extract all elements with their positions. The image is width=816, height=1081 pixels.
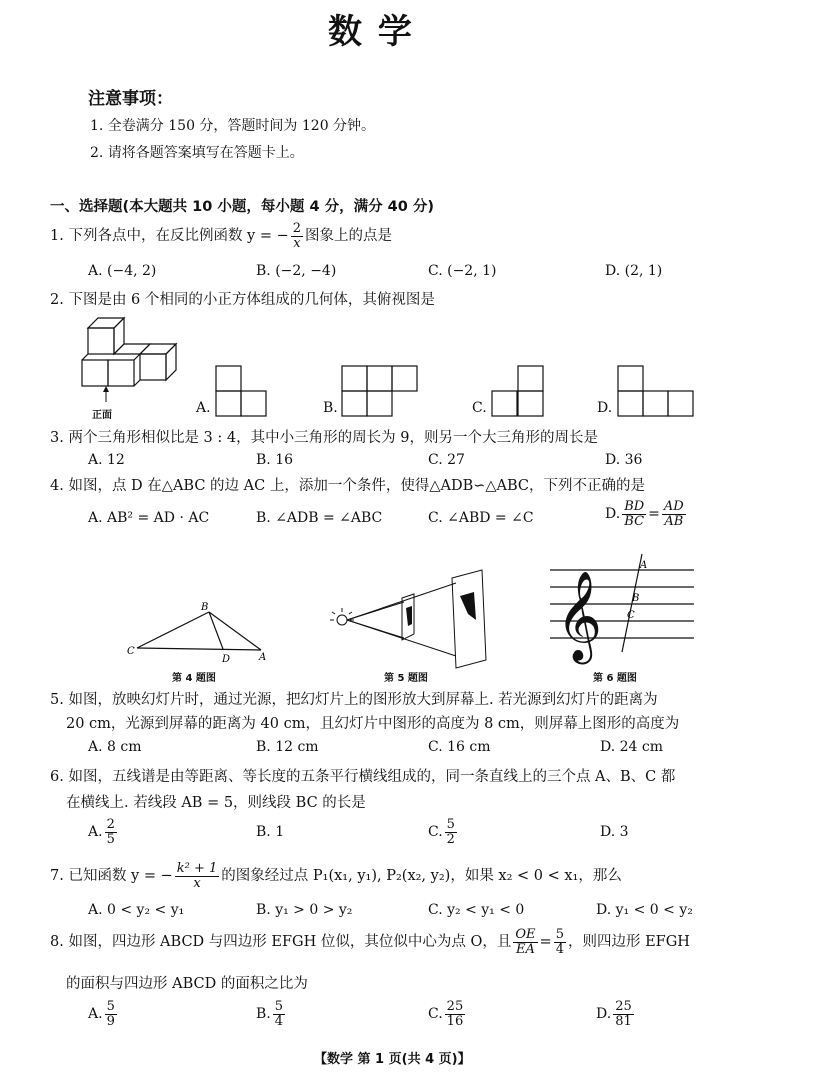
fig6-staff: [548, 552, 698, 667]
q4-option-b[interactable]: B. ∠ADB = ∠ABC: [256, 510, 383, 526]
q4-d-right-den: AB: [664, 513, 684, 529]
q5-option-d[interactable]: D. 24 cm: [600, 739, 664, 755]
q7-option-c[interactable]: C. y₂ < y₁ < 0: [428, 902, 525, 918]
fig4-caption: 第 4 题图: [172, 673, 216, 684]
q2-option-a-label[interactable]: A.: [196, 400, 211, 416]
q5-option-a[interactable]: A. 8 cm: [88, 739, 142, 755]
q7-stem-b: 的图象经过点 P₁(x₁, y₁), P₂(x₂, y₂)，如果 x₂ < 0 < x₁，那么: [221, 868, 622, 885]
fig4-label-a: A: [259, 652, 267, 663]
notice-item-1: 1. 全卷满分 150 分，答题时间为 120 分钟。: [90, 118, 376, 134]
q8-equals: =: [539, 934, 552, 951]
q8-d-frac: [613, 1000, 634, 1028]
q8-d-den: 81: [615, 1013, 632, 1029]
q2-option-a-view[interactable]: [215, 365, 269, 419]
q8-option-b-label: B.: [256, 1006, 271, 1023]
fig6-label-b: B: [632, 593, 640, 604]
q6-option-a-label: A.: [88, 824, 103, 841]
q2-option-c-view[interactable]: [491, 365, 547, 419]
q8-b-num: 5: [274, 999, 284, 1014]
question-4: 4. 如图，点 D 在△ABC 的边 AC 上，添加一个条件，使得△ADB∽△ABC，下列不正确的是: [50, 478, 646, 494]
q1-fraction: [291, 222, 303, 250]
q4-option-d[interactable]: [605, 500, 688, 528]
q8-option-d-label: D.: [596, 1006, 612, 1023]
q4-d-left-frac: [622, 500, 646, 528]
q7-option-a[interactable]: A. 0 < y₂ < y₁: [88, 902, 185, 918]
q8-a-frac: [105, 1000, 117, 1028]
q5-option-b[interactable]: B. 12 cm: [256, 739, 319, 755]
q8-stem-a: 8. 如图，四边形 ABCD 与四边形 EFGH 位似，其位似中心为点 O，且: [50, 934, 512, 951]
q8-option-c-label: C.: [428, 1006, 443, 1023]
question-8: [50, 928, 690, 956]
fig4-label-b: B: [201, 602, 209, 613]
q4-d-right-frac: [662, 500, 686, 528]
question-2: 2. 下图是由 6 个相同的小正方体组成的几何体，其俯视图是: [50, 292, 435, 308]
q8-a-num: 5: [106, 999, 115, 1014]
q3-option-b[interactable]: B. 16: [256, 452, 294, 468]
q1-stem-a: 1. 下列各点中，在反比例函数 y = −: [50, 228, 289, 245]
q1-option-a[interactable]: A. (−4, 2): [88, 263, 157, 279]
q7-frac-den: x: [193, 875, 201, 891]
q4-d-right-num: AD: [663, 499, 684, 514]
treble-clef-icon: 𝄞: [556, 571, 603, 661]
q6-a-num: 2: [106, 817, 115, 832]
q2-option-b-label[interactable]: B.: [323, 400, 338, 416]
question-6-line-1: 6. 如图，五线谱是由等距离、等长度的五条平行横线组成的，同一条直线上的三个点 A、B、C 都: [50, 769, 676, 785]
q2-option-b-view[interactable]: [341, 365, 421, 419]
q2-option-d-view[interactable]: [617, 365, 697, 419]
q6-a-frac: [105, 818, 117, 846]
q6-option-d[interactable]: D. 3: [600, 824, 629, 840]
q5-option-c[interactable]: C. 16 cm: [428, 739, 491, 755]
notice-item-2: 2. 请将各题答案填写在答题卡上。: [90, 145, 304, 161]
q8-option-d[interactable]: [596, 1000, 636, 1028]
question-5-line-2: 20 cm，光源到屏幕的距离为 40 cm，且幻灯片中图形的高度为 8 cm，则屏幕上图形的高度为: [66, 716, 680, 732]
q6-option-a[interactable]: [88, 818, 119, 846]
fig6-label-c: C: [627, 610, 635, 621]
q6-a-den: 5: [106, 831, 115, 847]
q8-a-den: 9: [106, 1013, 115, 1029]
q6-c-num: 5: [446, 817, 455, 832]
q8-f2-num: 5: [555, 927, 564, 942]
q6-c-den: 2: [446, 831, 455, 847]
q1-option-b[interactable]: B. (−2, −4): [256, 263, 337, 279]
question-6-line-2: 在横线上. 若线段 AB = 5，则线段 BC 的长是: [66, 795, 366, 811]
fig6-label-a: A: [640, 560, 648, 571]
q8-f1-num: OE: [515, 927, 536, 942]
q8-c-num: 25: [446, 999, 464, 1014]
question-7: [50, 862, 622, 890]
q1-option-d[interactable]: D. (2, 1): [605, 263, 663, 279]
q4-option-a[interactable]: A. AB² = AD · AC: [88, 510, 210, 526]
question-8-line-2: 的面积与四边形 ABCD 的面积之比为: [66, 976, 308, 992]
q8-b-den: 4: [274, 1013, 284, 1029]
q6-option-b[interactable]: B. 1: [256, 824, 285, 840]
q6-c-frac: [445, 818, 457, 846]
q7-option-d[interactable]: D. y₁ < 0 < y₂: [596, 902, 693, 918]
section-heading: 一、选择题(本大题共 10 小题，每小题 4 分，满分 40 分): [50, 199, 434, 215]
q4-option-d-label: D.: [605, 506, 621, 523]
q3-option-d[interactable]: D. 36: [605, 452, 643, 468]
q4-d-left-num: BD: [624, 499, 645, 514]
q4-option-c[interactable]: C. ∠ABD = ∠C: [428, 510, 534, 526]
page-footer: 【数学 第 1 页(共 4 页)】: [314, 1052, 471, 1067]
q1-frac-num: 2: [292, 221, 302, 236]
question-3: 3. 两个三角形相似比是 3 : 4，其中小三角形的周长为 9，则另一个大三角形的周长是: [50, 430, 598, 446]
fig6-caption: 第 6 题图: [593, 673, 637, 684]
q8-option-a-label: A.: [88, 1006, 103, 1023]
q3-option-c[interactable]: C. 27: [428, 452, 465, 468]
question-5-line-1: 5. 如图，放映幻灯片时，通过光源，把幻灯片上的图形放大到屏幕上. 若光源到幻灯片的距离为: [50, 692, 658, 708]
q8-option-a[interactable]: [88, 1000, 119, 1028]
q8-frac-2: [554, 928, 566, 956]
q7-fraction: [175, 862, 220, 890]
notice-heading: 注意事项：: [88, 89, 173, 109]
q4-d-left-den: BC: [624, 513, 645, 529]
page-title: 数 学: [328, 12, 414, 52]
q8-option-b[interactable]: [256, 1000, 287, 1028]
fig4-label-d: D: [222, 654, 231, 665]
q8-f1-den: EA: [516, 941, 535, 957]
q8-option-c[interactable]: [428, 1000, 467, 1028]
fig5-projector: [322, 568, 492, 668]
q8-f2-den: 4: [555, 941, 564, 957]
q8-c-den: 16: [446, 1013, 464, 1029]
q8-d-num: 25: [615, 999, 632, 1014]
q7-option-b[interactable]: B. y₁ > 0 > y₂: [256, 902, 353, 918]
q3-option-a[interactable]: A. 12: [88, 452, 125, 468]
q2-front-label: 正面: [92, 410, 112, 421]
fig5-caption: 第 5 题图: [384, 673, 428, 684]
q2-option-c-label[interactable]: C.: [472, 400, 487, 416]
fig4-triangle: [125, 600, 275, 670]
q1-option-c[interactable]: C. (−2, 1): [428, 263, 497, 279]
q6-option-c-label: C.: [428, 824, 443, 841]
q7-frac-num: k² + 1: [176, 861, 218, 876]
fig4-label-c: C: [127, 646, 135, 657]
q8-stem-b: ，则四边形 EFGH: [567, 934, 690, 951]
question-1: [50, 222, 392, 250]
q6-option-c[interactable]: [428, 818, 459, 846]
q8-c-frac: [445, 1000, 466, 1028]
q8-b-frac: [273, 1000, 285, 1028]
q1-stem-b: 图象上的点是: [305, 228, 393, 245]
q8-frac-1: [513, 928, 537, 956]
q7-stem-a: 7. 已知函数 y = −: [50, 868, 173, 885]
q1-frac-den: x: [293, 235, 301, 251]
q2-option-d-label[interactable]: D.: [597, 400, 613, 416]
q4-d-equals: =: [648, 506, 660, 523]
